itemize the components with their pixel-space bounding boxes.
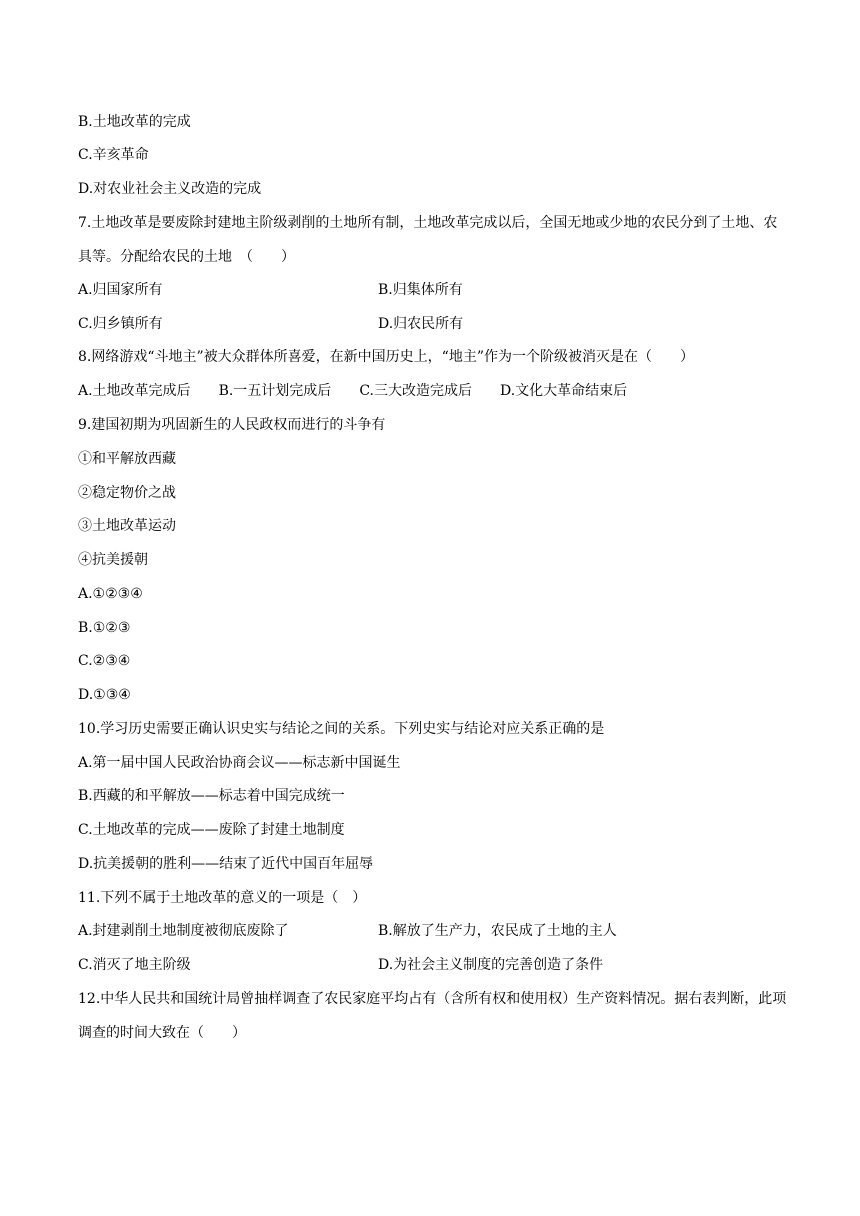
q7-option-d: D.归农民所有 — [378, 316, 464, 332]
question-10: 10.学习历史需要正确认识史实与结论之间的关系。下列史实与结论对应关系正确的是 — [78, 721, 605, 737]
q9-item-1: ①和平解放西藏 — [78, 451, 176, 467]
question-9: 9.建国初期为巩固新生的人民政权而进行的斗争有 — [78, 417, 386, 433]
q8-options — [78, 381, 655, 401]
q7-option-a: A.归国家所有 — [78, 282, 163, 298]
question-7: 7.土地改革是要废除封建地主阶级剥削的土地所有制，土地改革完成以后，全国无地或少地的农民分到了土地、农具等。分配给农民的土地 （ ） — [78, 215, 778, 265]
q9-option-d: D.①③④ — [78, 687, 131, 703]
q9-item-2: ②稳定物价之战 — [78, 485, 176, 501]
question-12: 12.中华人民共和国统计局曾抽样调查了农民家庭平均占有（含所有权和使用权）生产资料情况。据右表判断，此项调查的时间大致在（ ） — [78, 991, 787, 1041]
q9-option-c: C.②③④ — [78, 653, 131, 669]
q8-option-b: B.一五计划完成后 — [218, 383, 332, 399]
q9-item-3: ③土地改革运动 — [78, 518, 176, 534]
q10-option-d: D.抗美援朝的胜利——结束了近代中国百年屈辱 — [78, 856, 374, 872]
question-11: 11.下列不属于土地改革的意义的一项是（ ） — [78, 890, 367, 906]
q11-option-a: A.封建剥削土地制度被彻底废除了 — [78, 923, 289, 939]
q6-option-d: D.对农业社会主义改造的完成 — [78, 181, 262, 197]
q6-option-b: B.土地改革的完成 — [78, 114, 191, 130]
q8-option-a: A.土地改革完成后 — [78, 383, 191, 399]
q7-option-c: C.归乡镇所有 — [78, 316, 163, 332]
q11-option-d: D.为社会主义制度的完善创造了条件 — [378, 957, 604, 973]
q8-option-c: C.三大改造完成后 — [359, 383, 472, 399]
question-8: 8.网络游戏“斗地主”被大众群体所喜爱，在新中国历史上，“地主”作为一个阶级被消灭是在（ ） — [78, 349, 694, 365]
q10-option-b: B.西藏的和平解放——标志着中国完成统一 — [78, 788, 345, 804]
q9-option-a: A.①②③④ — [78, 586, 143, 602]
q9-option-b: B.①②③ — [78, 620, 131, 636]
q8-option-d: D.文化大革命结束后 — [499, 383, 628, 399]
q10-option-a: A.第一届中国人民政治协商会议——标志新中国诞生 — [78, 755, 401, 771]
q10-option-c: C.土地改革的完成——废除了封建土地制度 — [78, 822, 345, 838]
q11-option-c: C.消灭了地主阶级 — [78, 957, 191, 973]
q9-item-4: ④抗美援朝 — [78, 552, 148, 568]
q11-option-b: B.解放了生产力，农民成了土地的主人 — [378, 923, 617, 939]
q7-option-b: B.归集体所有 — [378, 282, 463, 298]
q6-option-c: C.辛亥革命 — [78, 147, 149, 163]
